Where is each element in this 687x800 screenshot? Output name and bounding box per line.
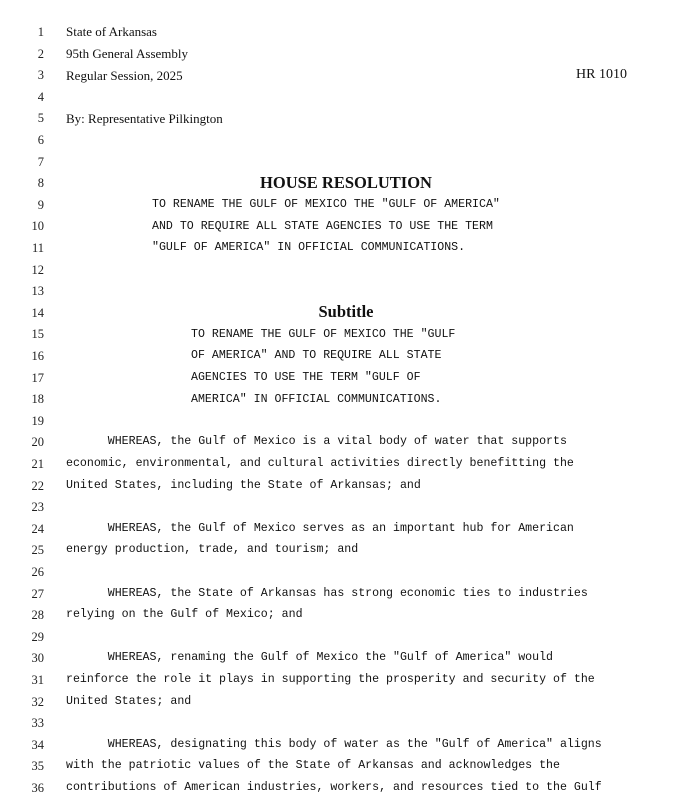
body-line: WHEREAS, the Gulf of Mexico serves as an important hub for American: [66, 521, 574, 535]
body-line: WHEREAS, renaming the Gulf of Mexico the "Gulf of America" would: [66, 651, 554, 665]
line-number: 10: [31, 219, 44, 234]
line-number: 35: [31, 759, 44, 774]
line-number: 14: [31, 305, 44, 320]
body-line: WHEREAS, designating this body of water as the "Gulf of America" aligns: [66, 737, 602, 751]
header-session: Regular Session, 2025: [66, 68, 183, 83]
body-line: WHEREAS, the Gulf of Mexico is a vital body of water that supports: [66, 435, 567, 449]
subtitle-line: OF AMERICA" AND TO REQUIRE ALL STATE: [191, 349, 442, 362]
line-number: 5: [37, 111, 44, 126]
title-line: "GULF OF AMERICA" IN OFFICIAL COMMUNICATIONS.: [152, 241, 466, 254]
line-number: 22: [31, 478, 44, 493]
line-number: 19: [31, 413, 44, 428]
title-line: AND TO REQUIRE ALL STATE AGENCIES TO USE THE TERM: [152, 220, 493, 233]
subtitle-line: AMERICA" IN OFFICIAL COMMUNICATIONS.: [191, 393, 442, 406]
line-number: 8: [37, 176, 44, 191]
line-number: 21: [31, 457, 44, 471]
header-state: State of Arkansas: [66, 24, 157, 39]
subtitle-heading: Subtitle: [318, 302, 374, 321]
sponsor-line: By: Representative Pilkington: [66, 111, 223, 126]
line-number: 6: [37, 133, 44, 147]
line-number: 23: [31, 500, 44, 515]
body-line: United States; and: [66, 694, 192, 708]
header-assembly: 95th General Assembly: [66, 46, 189, 61]
subtitle-line: AGENCIES TO USE THE TERM "GULF OF: [191, 371, 421, 384]
line-number: 11: [31, 241, 44, 255]
line-number: 15: [31, 327, 44, 342]
title-line: TO RENAME THE GULF OF MEXICO THE "GULF OF AMERICA": [152, 198, 500, 211]
line-number: 24: [31, 521, 44, 536]
line-number: 33: [31, 716, 44, 731]
line-number: 30: [31, 651, 44, 666]
bill-number: HR 1010: [576, 67, 627, 82]
body-line: reinforce the role it plays in supporting the prosperity and security of the: [66, 673, 595, 686]
line-number: 26: [31, 565, 44, 579]
line-number: 12: [31, 262, 44, 277]
line-number: 27: [31, 586, 44, 601]
line-number: 20: [31, 435, 44, 450]
line-number: 36: [31, 781, 44, 795]
line-number: 2: [37, 46, 44, 61]
line-number: 34: [31, 737, 44, 752]
line-number: 25: [31, 543, 44, 558]
line-number: 7: [37, 154, 44, 169]
line-number: 17: [31, 370, 44, 385]
body-line: energy production, trade, and tourism; and: [66, 543, 359, 557]
line-number: 18: [31, 392, 44, 407]
resolution-heading: HOUSE RESOLUTION: [260, 173, 432, 192]
line-number: 16: [31, 349, 44, 363]
body-line: WHEREAS, the State of Arkansas has strong economic ties to industries: [66, 586, 588, 600]
line-number: 9: [37, 197, 44, 212]
line-number: 13: [31, 284, 44, 299]
body-line: with the patriotic values of the State of Arkansas and acknowledges the: [66, 759, 560, 773]
line-number: 3: [37, 68, 44, 83]
line-number: 32: [31, 694, 44, 709]
body-line: relying on the Gulf of Mexico; and: [66, 608, 303, 622]
body-line: contributions of American industries, workers, and resources tied to the Gulf: [66, 781, 602, 794]
line-number: 4: [37, 89, 44, 104]
line-number: 31: [31, 673, 44, 687]
subtitle-line: TO RENAME THE GULF OF MEXICO THE "GULF: [191, 328, 456, 341]
body-line: United States, including the State of Arkansas; and: [66, 478, 421, 492]
body-line: economic, environmental, and cultural activities directly benefitting the: [66, 457, 574, 470]
line-number: 1: [37, 25, 44, 39]
line-number: 29: [31, 629, 44, 644]
line-number: 28: [31, 608, 44, 623]
